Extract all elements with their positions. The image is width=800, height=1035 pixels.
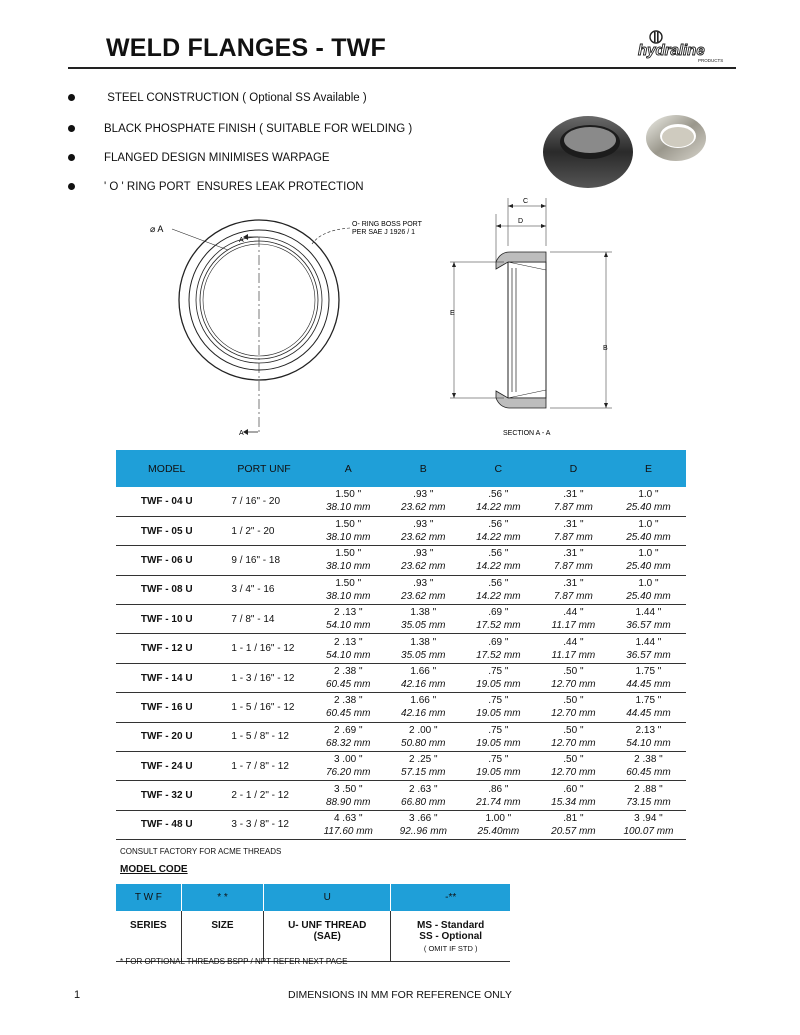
port-note-line-1: O- RING BOSS PORT: [352, 221, 422, 228]
inch-value: 1.0 ": [638, 548, 659, 560]
mm-value: 54.10 mm: [626, 737, 671, 749]
mc-header-series: T W F: [116, 884, 181, 911]
front-view: [179, 220, 339, 432]
inch-value: 1.0 ": [638, 577, 659, 589]
table-row: [116, 487, 686, 516]
value-cell: [311, 752, 386, 781]
section-label: SECTION A - A: [503, 430, 551, 437]
table-row: [116, 605, 686, 634]
value-cell: [536, 722, 611, 751]
value-cell: [536, 781, 611, 810]
mm-value: 35.05 mm: [401, 649, 446, 661]
value-cell: [536, 546, 611, 575]
inch-value: 1.0 ": [638, 519, 659, 531]
mm-value: 54.10 mm: [326, 620, 371, 632]
mm-value: 15.34 mm: [551, 796, 596, 808]
value-cell: [611, 487, 686, 516]
mm-value: 19.05 mm: [476, 679, 521, 691]
mc-header-material: -**: [391, 884, 510, 911]
value-cell: [461, 663, 536, 692]
section-a-top-label: A: [239, 237, 244, 244]
mm-value: 35.05 mm: [401, 620, 446, 632]
mm-value: 21.74 mm: [476, 796, 521, 808]
value-cell: [611, 693, 686, 722]
inch-value: 1.75 ": [635, 666, 662, 678]
model-cell: TWF - 48 U: [140, 819, 193, 831]
value-cell: [461, 487, 536, 516]
optional-threads-note: * FOR OPTIONAL THREADS BSPP / NPT REFER NEXT PAGE: [120, 957, 348, 966]
model-code-row: [116, 911, 510, 962]
mm-value: 19.05 mm: [476, 737, 521, 749]
model-cell: TWF - 06 U: [140, 554, 193, 566]
inch-value: .60 ": [563, 783, 584, 795]
mm-value: 11.17 mm: [551, 620, 596, 632]
inch-value: .56 ": [488, 577, 509, 589]
value-cell: [311, 605, 386, 634]
value-cell: [386, 810, 461, 839]
mm-value: 25.40 mm: [626, 502, 671, 514]
inch-value: .50 ": [563, 666, 584, 678]
table-row: [116, 810, 686, 839]
inch-value: .93 ": [413, 548, 434, 560]
mm-value: 19.05 mm: [476, 708, 521, 720]
page-title: WELD FLANGES - TWF: [106, 34, 386, 62]
mc-series: SERIES: [130, 920, 167, 931]
value-cell: [536, 634, 611, 663]
mm-value: 54.10 mm: [326, 649, 371, 661]
inch-value: 3 .00 ": [333, 754, 363, 766]
mm-value: 25.40 mm: [626, 561, 671, 573]
mm-value: 7.87 mm: [553, 502, 593, 514]
inch-value: .56 ": [488, 489, 509, 501]
inch-value: 1.50 ": [335, 548, 362, 560]
mc-omit-note: ( OMIT IF STD ): [423, 944, 478, 953]
mm-value: 38.10 mm: [326, 561, 371, 573]
port-cell: 3 / 4" - 16: [231, 584, 275, 596]
inch-value: .31 ": [563, 489, 584, 501]
mm-value: 23.62 mm: [401, 590, 446, 602]
mm-value: 7.87 mm: [553, 590, 593, 602]
model-cell: TWF - 16 U: [140, 701, 193, 713]
mm-value: 20.57 mm: [551, 825, 596, 837]
mm-value: 14.22 mm: [476, 532, 521, 544]
value-cell: [386, 546, 461, 575]
model-cell: TWF - 05 U: [140, 525, 193, 537]
mm-value: 23.62 mm: [401, 561, 446, 573]
header-b: B: [386, 450, 461, 487]
header-c: C: [461, 450, 536, 487]
table-row: [116, 693, 686, 722]
mm-value: 68.32 mm: [326, 737, 371, 749]
inch-value: .69 ": [488, 607, 509, 619]
mm-value: 7.87 mm: [553, 532, 593, 544]
inch-value: .31 ": [563, 548, 584, 560]
mm-value: 11.17 mm: [551, 649, 596, 661]
inch-value: 1.75 ": [635, 695, 662, 707]
value-cell: [536, 810, 611, 839]
port-cell: 3 - 3 / 8" - 12: [231, 819, 289, 831]
hydraline-logo: [636, 28, 736, 64]
model-cell: TWF - 14 U: [140, 672, 193, 684]
inch-value: 3 .50 ": [333, 783, 363, 795]
inch-value: 2 .69 ": [333, 724, 363, 736]
mm-value: 38.10 mm: [326, 502, 371, 514]
inch-value: .56 ": [488, 519, 509, 531]
model-cell: TWF - 12 U: [140, 643, 193, 655]
model-cell: TWF - 32 U: [140, 790, 193, 802]
value-cell: [461, 752, 536, 781]
value-cell: [311, 634, 386, 663]
value-cell: [536, 575, 611, 604]
table-row: [116, 516, 686, 545]
section-a-bottom-label: A: [239, 430, 244, 437]
table-row: [116, 722, 686, 751]
bullet-icon: [68, 94, 75, 101]
value-cell: [386, 634, 461, 663]
model-cell: TWF - 04 U: [140, 495, 193, 507]
value-cell: [386, 516, 461, 545]
model-cell: TWF - 24 U: [140, 760, 193, 772]
inch-value: .50 ": [563, 754, 584, 766]
table-header-row: [116, 450, 686, 487]
technical-drawing: [100, 190, 660, 440]
mm-value: 12.70 mm: [551, 737, 596, 749]
inch-value: 3 .66 ": [409, 812, 438, 824]
mm-value: 25.40 mm: [626, 590, 671, 602]
inch-value: 2 .38 ": [333, 695, 363, 707]
mc-material: [391, 911, 510, 962]
table-row: [116, 752, 686, 781]
table-row: [116, 663, 686, 692]
mm-value: 14.22 mm: [476, 561, 521, 573]
dimensions-table: [116, 450, 686, 840]
port-note-line-2: PER SAE J 1926 / 1: [352, 229, 416, 236]
inch-value: 2 .63 ": [409, 783, 438, 795]
inch-value: 2 .00 ": [409, 724, 438, 736]
mc-size: SIZE: [181, 911, 263, 962]
inch-value: 1.38 ": [410, 607, 437, 619]
inch-value: 4 .63 ": [333, 812, 363, 824]
mm-value: 88.90 mm: [326, 796, 371, 808]
mm-value: 36.57 mm: [626, 620, 671, 632]
inch-value: 2 .88 ": [634, 783, 663, 795]
inch-value: .44 ": [563, 636, 584, 648]
mm-value: 12.70 mm: [551, 679, 596, 691]
mm-value: 17.52 mm: [476, 620, 521, 632]
inch-value: .44 ": [563, 607, 584, 619]
mm-value: 17.52 mm: [476, 649, 521, 661]
value-cell: [461, 634, 536, 663]
mm-value: 23.62 mm: [401, 502, 446, 514]
mm-value: 12.70 mm: [551, 708, 596, 720]
inch-value: .93 ": [413, 489, 434, 501]
value-cell: [461, 575, 536, 604]
mm-value: 19.05 mm: [476, 767, 521, 779]
inch-value: .69 ": [488, 636, 509, 648]
section-view: [496, 252, 546, 408]
model-cell: TWF - 10 U: [140, 613, 193, 625]
header-a: A: [311, 450, 386, 487]
value-cell: [311, 722, 386, 751]
value-cell: [611, 605, 686, 634]
page-number: 1: [74, 989, 81, 1001]
footer-note: DIMENSIONS IN MM FOR REFERENCE ONLY: [288, 989, 512, 1001]
mm-value: 76.20 mm: [326, 767, 371, 779]
mm-value: 50.80 mm: [401, 737, 446, 749]
mm-value: 44.45 mm: [626, 708, 671, 720]
mc-header-thread: U: [264, 884, 391, 911]
mm-value: 66.80 mm: [401, 796, 446, 808]
value-cell: [536, 663, 611, 692]
inch-value: .81 ": [563, 812, 584, 824]
value-cell: [536, 487, 611, 516]
value-cell: [536, 516, 611, 545]
port-cell: 9 / 16" - 18: [231, 554, 281, 566]
port-cell: 1 - 7 / 8" - 12: [231, 760, 289, 772]
inch-value: 1.66 ": [410, 666, 437, 678]
port-cell: 7 / 8" - 14: [231, 613, 275, 625]
value-cell: [611, 546, 686, 575]
value-cell: [611, 781, 686, 810]
title-rule: [68, 67, 736, 69]
mc-thread: U- UNF THREAD (SAE): [264, 911, 391, 962]
mm-value: 60.45 mm: [326, 679, 371, 691]
bullet-icon: [68, 125, 75, 132]
inch-value: .93 ": [413, 519, 434, 531]
inch-value: .75 ": [488, 666, 509, 678]
table-row: [116, 781, 686, 810]
mm-value: 7.87 mm: [553, 561, 593, 573]
mm-value: 57.15 mm: [401, 767, 446, 779]
mm-value: 38.10 mm: [326, 532, 371, 544]
value-cell: [311, 546, 386, 575]
flange-photo: [536, 110, 726, 195]
value-cell: [386, 663, 461, 692]
inch-value: .50 ": [563, 695, 584, 707]
value-cell: [461, 810, 536, 839]
inch-value: 1.44 ": [635, 607, 662, 619]
value-cell: [461, 516, 536, 545]
header-port: PORT UNF: [217, 450, 310, 487]
table-body: [116, 487, 686, 840]
value-cell: [386, 722, 461, 751]
port-cell: 1 - 5 / 8" - 12: [231, 731, 289, 743]
value-cell: [611, 516, 686, 545]
value-cell: [611, 752, 686, 781]
inch-value: 2 .13 ": [333, 607, 363, 619]
mm-value: 60.45 mm: [326, 708, 371, 720]
inch-value: 2 .38 ": [333, 666, 363, 678]
value-cell: [386, 693, 461, 722]
inch-value: .75 ": [488, 754, 509, 766]
mm-value: 42.16 mm: [401, 679, 446, 691]
value-cell: [386, 575, 461, 604]
value-cell: [311, 487, 386, 516]
value-cell: [386, 487, 461, 516]
port-cell: 7 / 16" - 20: [231, 495, 281, 507]
value-cell: [461, 605, 536, 634]
value-cell: [461, 781, 536, 810]
mm-value: 36.57 mm: [626, 649, 671, 661]
mc-header-size: * *: [181, 884, 263, 911]
value-cell: [536, 605, 611, 634]
table-row: [116, 634, 686, 663]
mm-value: 38.10 mm: [326, 590, 371, 602]
inch-value: .56 ": [488, 548, 509, 560]
table-row: [116, 546, 686, 575]
port-cell: 1 / 2" - 20: [231, 525, 275, 537]
inch-value: .93 ": [413, 577, 434, 589]
mm-value: 25.40mm: [477, 825, 520, 837]
value-cell: [311, 810, 386, 839]
inch-value: .75 ": [488, 724, 509, 736]
inch-value: 1.38 ": [410, 636, 437, 648]
inch-value: 1.50 ": [335, 519, 362, 531]
model-code-table: [116, 884, 510, 962]
inch-value: 2.13 ": [635, 724, 662, 736]
dim-e-label: E: [450, 310, 455, 317]
logo-text: hydraline: [638, 42, 705, 59]
inch-value: 2 .13 ": [333, 636, 363, 648]
dim-c-label: C: [523, 198, 529, 205]
inch-value: 2 .25 ": [409, 754, 438, 766]
inch-value: 1.50 ": [335, 577, 362, 589]
value-cell: [311, 781, 386, 810]
inch-value: 1.0 ": [638, 489, 659, 501]
mm-value: 14.22 mm: [476, 590, 521, 602]
mm-value: 42.16 mm: [401, 708, 446, 720]
value-cell: [386, 605, 461, 634]
value-cell: [311, 516, 386, 545]
value-cell: [611, 663, 686, 692]
inch-value: .86 ": [488, 783, 509, 795]
inch-value: .50 ": [563, 724, 584, 736]
value-cell: [611, 575, 686, 604]
model-cell: TWF - 08 U: [140, 584, 193, 596]
bullet-icon: [68, 183, 75, 190]
mm-value: 14.22 mm: [476, 502, 521, 514]
value-cell: [386, 752, 461, 781]
value-cell: [461, 546, 536, 575]
header-model: MODEL: [116, 450, 217, 487]
bullet-icon: [68, 154, 75, 161]
port-cell: 1 - 5 / 16" - 12: [231, 701, 295, 713]
logo-subtext: PRODUCTS: [698, 58, 724, 63]
inch-value: .31 ": [563, 519, 584, 531]
value-cell: [461, 693, 536, 722]
header-e: E: [611, 450, 686, 487]
value-cell: [311, 575, 386, 604]
value-cell: [611, 810, 686, 839]
mm-value: 73.15 mm: [626, 796, 671, 808]
inch-value: 1.66 ": [410, 695, 437, 707]
inch-value: 2 .38 ": [634, 754, 663, 766]
consult-note: CONSULT FACTORY FOR ACME THREADS: [120, 847, 282, 856]
inch-value: 3 .94 ": [634, 812, 663, 824]
mm-value: 25.40 mm: [626, 532, 671, 544]
inch-value: 1.00 ": [485, 812, 512, 824]
header-d: D: [536, 450, 611, 487]
dia-a-label: ⌀ A: [150, 224, 164, 234]
value-cell: [311, 663, 386, 692]
port-cell: 1 - 1 / 16" - 12: [231, 643, 295, 655]
mc-material-text: MS - Standard SS - Optional: [417, 920, 485, 942]
table-row: [116, 575, 686, 604]
value-cell: [611, 634, 686, 663]
mm-value: 92..96 mm: [399, 825, 447, 837]
port-cell: 1 - 3 / 16" - 12: [231, 672, 295, 684]
mm-value: 100.07 mm: [623, 825, 674, 837]
mm-value: 117.60 mm: [323, 825, 373, 837]
mm-value: 60.45 mm: [626, 767, 671, 779]
value-cell: [461, 722, 536, 751]
mm-value: 44.45 mm: [626, 679, 671, 691]
inch-value: .75 ": [488, 695, 509, 707]
inch-value: 1.50 ": [335, 489, 362, 501]
port-cell: 2 - 1 / 2" - 12: [231, 790, 289, 802]
value-cell: [611, 722, 686, 751]
value-cell: [536, 752, 611, 781]
dim-b-label: B: [603, 345, 608, 352]
model-code-title: MODEL CODE: [120, 864, 188, 875]
value-cell: [536, 693, 611, 722]
mm-value: 23.62 mm: [401, 532, 446, 544]
value-cell: [386, 781, 461, 810]
model-cell: TWF - 20 U: [140, 731, 193, 743]
value-cell: [311, 693, 386, 722]
inch-value: 1.44 ": [635, 636, 662, 648]
inch-value: .31 ": [563, 577, 584, 589]
mm-value: 12.70 mm: [551, 767, 596, 779]
model-code-header-row: [116, 884, 510, 911]
dim-d-label: D: [518, 218, 524, 225]
